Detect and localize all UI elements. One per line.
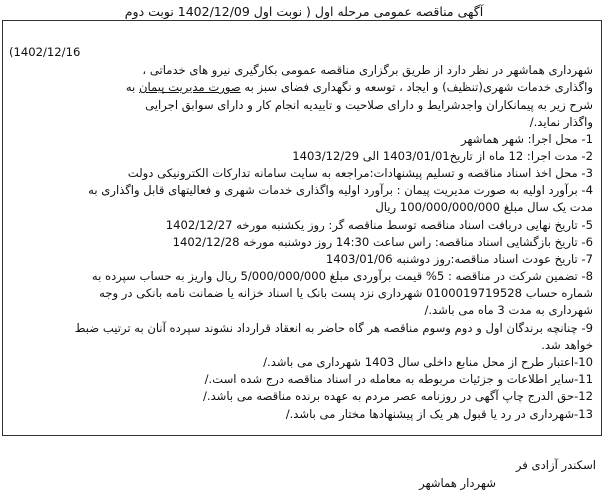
item-2: 2- مدت اجرا: 12 ماه از تاریخ1403/01/01 الی 1403/12/29 [292,149,593,163]
item-9-line-1: 9- چنانچه برندگان اول و دوم وسوم مناقصه هر گاه حاضر به انعقاد قرارداد نشوند سپرده آنان به ترتیب ضبط [74,321,593,335]
notice-body-box [2,20,602,436]
item-13: 13-شهرداری در رد یا قبول هر یک از پیشنهادها مختار می باشد./ [285,407,593,421]
item-8-line-1: 8- تضمین شرکت در مناقصه : 5% قیمت برآوردی مبلغ 5/000/000/000 ریال واریز به حساب سپرده به [91,269,593,283]
item-8-line-3: شهرداری به مدت 3 ماه می باشد./ [424,303,593,317]
item-4-line-2: مدت یک سال مبلغ 100/000/000/000 ریال [375,200,593,214]
item-10: 10-اعتبار طرح از محل منابع داخلی سال 1403 شهرداری می باشد./ [263,355,593,369]
item-4-line-1: 4- برآورد اولیه به صورت مدیریت پیمان : برآورد اولیه واگذاری خدمات شهری و فعالیتهای قابل واگذاری به [88,183,593,197]
notice-title-continuation: (1402/12/16 [9,45,81,59]
intro-line-2 [9,80,593,94]
item-7: 7- تاریخ عودت اسناد مناقصه:روز دوشنبه 1403/01/06 [325,252,593,266]
item-3: 3- محل اخذ اسناد مناقصه و تسلیم پیشنهادات:مراجعه به سایت سامانه تدارکات الکترونیکی دولت [127,166,593,180]
item-8-line-2: شماره حساب 0100019719528 شهرداری نزد پست بانک یا اسناد خزانه یا ضمانت نامه بانکی در وجه [99,286,593,300]
item-5: 5- تاریخ نهایی دریافت اسناد مناقصه توسط مناقصه گر: روز یکشنبه مورخه 1402/12/27 [165,218,593,232]
item-9-line-2: خواهد شد. [541,338,593,352]
intro-line-1: شهرداری هماشهر در نظر دارد از طریق برگزاری مناقصه عمومی بکارگیری نیرو های خدماتی ، [142,63,593,77]
intro-line-2-end: به [125,80,139,94]
intro-underlined-text: صورت مدیریت پیمان [138,80,241,94]
signer-name: اسکندر آزادی فر [515,458,596,472]
item-11: 11-سایر اطلاعات و جزئیات مربوطه به معامله در اسناد مناقصه درج شده است./ [204,372,593,386]
item-6: 6- تاریخ بازگشایی اسناد مناقصه: راس ساعت 14:30 روز دوشنبه مورخه 1402/12/28 [172,235,593,249]
item-1: 1- محل اجرا: شهر هماشهر [461,132,593,146]
intro-line-3: شرح زیر به پیمانکاران واجدشرایط و دارای صلاحیت و تاییدیه انجام کار و دارای سوابق اجرایی [145,98,593,112]
item-12: 12-حق الدرج چاپ آگهی در روزنامه عصر مردم به عهده برنده مناقصه می باشد./ [203,389,593,403]
signer-role: شهردار هماشهر [419,476,496,490]
intro-line-4: واگذار نماید./ [529,115,593,129]
intro-line-2-text: واگذاری خدمات شهری(تنظیف) و ایجاد ، توسعه و نگهداری فضای سبز به [240,80,593,94]
notice-title: آگهی مناقصه عمومی مرحله اول ( نوبت اول 1402/12/09 نوبت دوم [124,4,484,19]
